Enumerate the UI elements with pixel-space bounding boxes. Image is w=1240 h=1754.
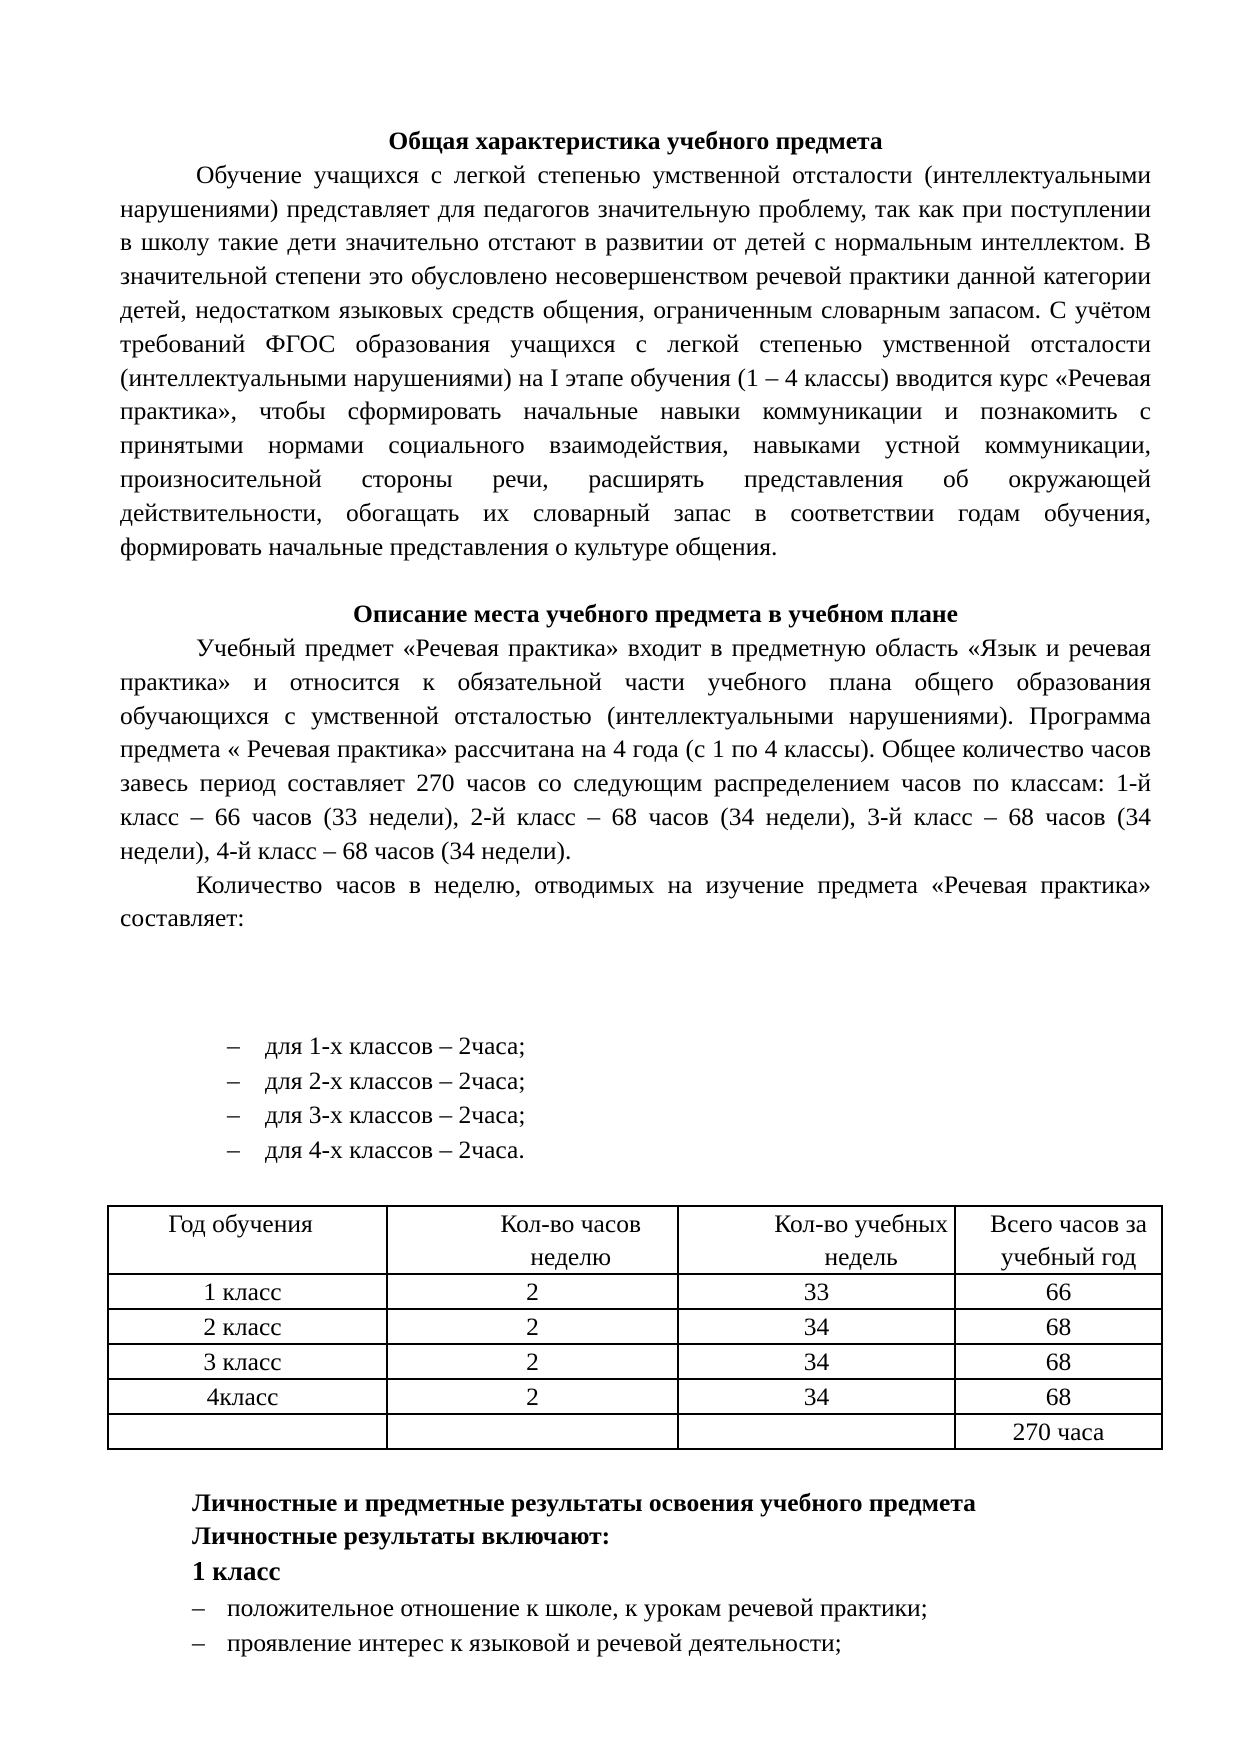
dash-bullet-icon: – (227, 1100, 240, 1129)
cell-weeks: 33 (678, 1274, 955, 1309)
hours-table (107, 1205, 1163, 1450)
header-text: недель (824, 1242, 898, 1271)
section-paragraph: Обучение учащихся с легкой степенью умственной отсталости (интеллектуальными нарушениями) представляет для педагогов значительную проблему, так как при поступлении в школу такие дети значительно отстают в развитии от детей с нормальным интеллектом. В значительной степени это обусловлено несовершенством речевой практики данной категории детей, недостатком языковых средств общения, ограниченным словарным запасом. С учётом требований ФГОС образования учащихся с легкой степенью умственной отсталости (интеллектуальными нарушениями) на I этапе обучения (1 – 4 классы) вводится курс «Речевая практика», чтобы сформировать начальные навыки коммуникации и познакомить с принятыми нормами социального взаимодействия, навыками устной коммуникации, произносительной стороны речи, расширять представления об окружающей действительности, обогащать их словарный запас в соответствии годам обучения, формировать начальные представления о культуре общения. (120, 159, 1151, 561)
cell-year: 3 класс (108, 1344, 387, 1379)
header-text: неделю (530, 1242, 612, 1271)
cell-hours: 2 (387, 1309, 678, 1344)
header-hours-per-week (387, 1206, 678, 1274)
results-list (192, 1590, 1152, 1660)
table-row (108, 1309, 1162, 1344)
section-title: Личностные и предметные результаты освоения учебного предмета (192, 1488, 976, 1517)
cell-total: 68 (955, 1344, 1162, 1379)
cell-hours: 2 (387, 1344, 678, 1379)
grade-heading: 1 класс (192, 1556, 281, 1586)
header-text: Кол-во часов (500, 1209, 641, 1238)
header-weeks (678, 1206, 955, 1274)
list-item (120, 1098, 1151, 1133)
list-item (120, 1064, 1151, 1099)
section-title: Описание места учебного предмета в учебном плане (353, 599, 958, 629)
table-row (108, 1379, 1162, 1414)
header-year (108, 1206, 387, 1274)
cell-year: 4класс (108, 1379, 387, 1414)
cell-hours (387, 1414, 678, 1449)
header-text: Год обучения (168, 1209, 313, 1238)
table-row (108, 1344, 1162, 1379)
section-subtitle: Личностные результаты включают: (192, 1521, 611, 1550)
table-total-row (108, 1414, 1162, 1449)
cell-weeks: 34 (678, 1344, 955, 1379)
section-paragraph: Количество часов в неделю, отводимых на изучение предмета «Речевая практика» составляет: (120, 869, 1151, 933)
list-item-text: проявление интерес к языковой и речевой деятельности; (227, 1628, 842, 1657)
header-text: Кол-во учебных (774, 1209, 948, 1238)
list-item-text: для 4-х классов – 2часа. (265, 1134, 525, 1164)
cell-weeks: 34 (678, 1379, 955, 1414)
header-text: учебный год (1000, 1242, 1137, 1271)
cell-total: 66 (955, 1274, 1162, 1309)
table-row (108, 1274, 1162, 1309)
header-total-hours (955, 1206, 1162, 1274)
cell-weeks (678, 1414, 955, 1449)
cell-year (108, 1414, 387, 1449)
cell-year: 1 класс (108, 1274, 387, 1309)
list-item-text: для 2-х классов – 2часа; (265, 1065, 526, 1095)
list-item (192, 1590, 1152, 1625)
list-item-text: положительное отношение к школе, к урокам речевой практики; (227, 1593, 928, 1622)
cell-hours: 2 (387, 1274, 678, 1309)
cell-total: 68 (955, 1309, 1162, 1344)
list-item (120, 1133, 1151, 1168)
section-title: Общая характеристика учебного предмета (388, 126, 883, 155)
spacer (120, 563, 1151, 597)
section-paragraph: Учебный предмет «Речевая практика» входит в предметную область «Язык и речевая практика» и относится к обязательной части учебного плана общего образования обучающихся с умственной отсталостью (интеллектуальными нарушениями). Программа предмета « Речевая практика» рассчитана на 4 года (с 1 по 4 классы). Общее количество часов завесь период составляет 270 часов со следующим распределением часов по классам: 1-й класс – 66 часов (33 недели), 2-й класс – 68 часов (34 недели), 3-й класс – 68 часов (34 недели), 4-й класс – 68 часов (34 недели). (120, 632, 1151, 865)
cell-total: 68 (955, 1379, 1162, 1414)
dash-bullet-icon: – (227, 1134, 240, 1164)
header-text: Всего часов за (990, 1209, 1147, 1238)
cell-total-sum: 270 часа (955, 1414, 1162, 1449)
dash-bullet-icon: – (227, 1065, 240, 1095)
section-results (192, 1486, 1152, 1660)
cell-year: 2 класс (108, 1309, 387, 1344)
cell-hours: 2 (387, 1379, 678, 1414)
list-item (192, 1625, 1152, 1660)
dash-bullet-icon: – (227, 1031, 240, 1060)
dash-bullet-icon: – (192, 1593, 205, 1622)
hours-per-week-list (120, 1029, 1151, 1167)
cell-weeks: 34 (678, 1309, 955, 1344)
section-general-characteristics (120, 124, 1151, 935)
dash-bullet-icon: – (192, 1628, 205, 1657)
list-item-text: для 3-х классов – 2часа; (265, 1100, 526, 1129)
list-item (120, 1029, 1151, 1064)
list-item-text: для 1-х классов – 2часа; (265, 1031, 526, 1060)
table-header-row (108, 1206, 1162, 1274)
